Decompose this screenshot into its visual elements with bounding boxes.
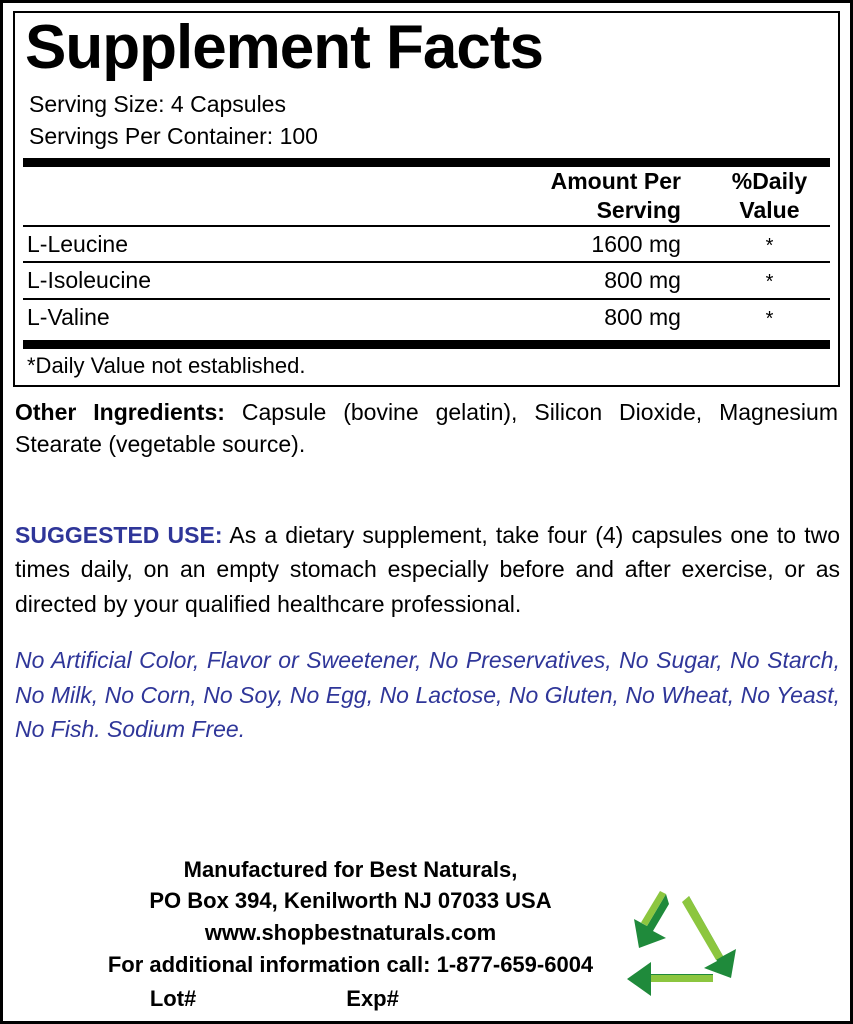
header-nutrient <box>23 167 459 225</box>
manufacturer-line: Manufactured for Best Naturals, <box>183 856 518 882</box>
servings-per-container: Servings Per Container: 100 <box>29 122 318 149</box>
table-row <box>23 227 830 262</box>
suggested-use-text: As a dietary supplement, take four (4) capsules one to two times daily, on an empty stomach especially before and after exercise, or as directed by your qualified healthcare professional. <box>15 521 840 617</box>
nutrient-amount: 800 mg <box>604 303 681 330</box>
table-header-row <box>23 167 830 225</box>
suggested-use-label: SUGGESTED USE: <box>15 521 223 548</box>
recycle-icon <box>619 886 745 1009</box>
serving-size: Serving Size: 4 Capsules <box>29 91 286 117</box>
nutrient-daily-value: * <box>765 271 774 294</box>
nutrient-daily-value: * <box>765 307 774 330</box>
nutrient-rows-table <box>23 227 830 335</box>
other-ingredients <box>15 397 838 459</box>
free-from-claims: No Artificial Color, Flavor or Sweetener, No Preservatives, No Sugar, No Starch, No Milk, No Corn, No Soy, No Egg, No Lactose, No Gluten, No Wheat, No Yeast, No Fish. Sodium Free. <box>15 647 840 743</box>
table-row <box>23 263 830 298</box>
lot-exp-row <box>108 983 593 1015</box>
daily-value-footnote: *Daily Value not established. <box>27 353 306 379</box>
header-amount-per-serving <box>459 167 709 225</box>
manufacturer-block <box>108 854 593 1015</box>
header-amount-line2: Serving <box>596 197 681 224</box>
nutrient-daily-value: * <box>765 234 774 257</box>
nutrient-name: L-Isoleucine <box>27 267 152 294</box>
nutrient-amount: 1600 mg <box>591 230 681 257</box>
nutrition-table <box>23 167 830 225</box>
contact-line: For additional information call: 1-877-659-6004 <box>107 952 594 978</box>
header-dv-line1: %Daily <box>731 168 808 195</box>
nutrient-name: L-Valine <box>27 303 110 330</box>
nutrient-amount: 800 mg <box>604 267 681 294</box>
header-daily-value <box>709 167 830 225</box>
other-ingredients-text: Capsule (bovine gelatin), Silicon Dioxide, Magnesium Stearate (vegetable source). <box>15 399 838 457</box>
panel-rule-top <box>23 158 830 167</box>
panel-title: Supplement Facts <box>25 13 543 82</box>
nutrient-name: L-Leucine <box>27 230 129 257</box>
header-dv-line2: Value <box>739 197 800 224</box>
address-line: PO Box 394, Kenilworth NJ 07033 USA <box>149 888 552 914</box>
footer <box>3 854 850 1015</box>
lot-label: Lot# <box>149 986 197 1012</box>
panel-rule-bottom <box>23 340 830 349</box>
exp-label: Exp# <box>346 986 399 1012</box>
supplement-facts-panel <box>13 11 840 387</box>
header-amount-line1: Amount Per <box>550 168 681 195</box>
other-ingredients-label: Other Ingredients: <box>15 399 225 426</box>
suggested-use <box>15 518 840 622</box>
table-row <box>23 300 830 335</box>
website-line[interactable]: www.shopbestnaturals.com <box>204 920 497 946</box>
